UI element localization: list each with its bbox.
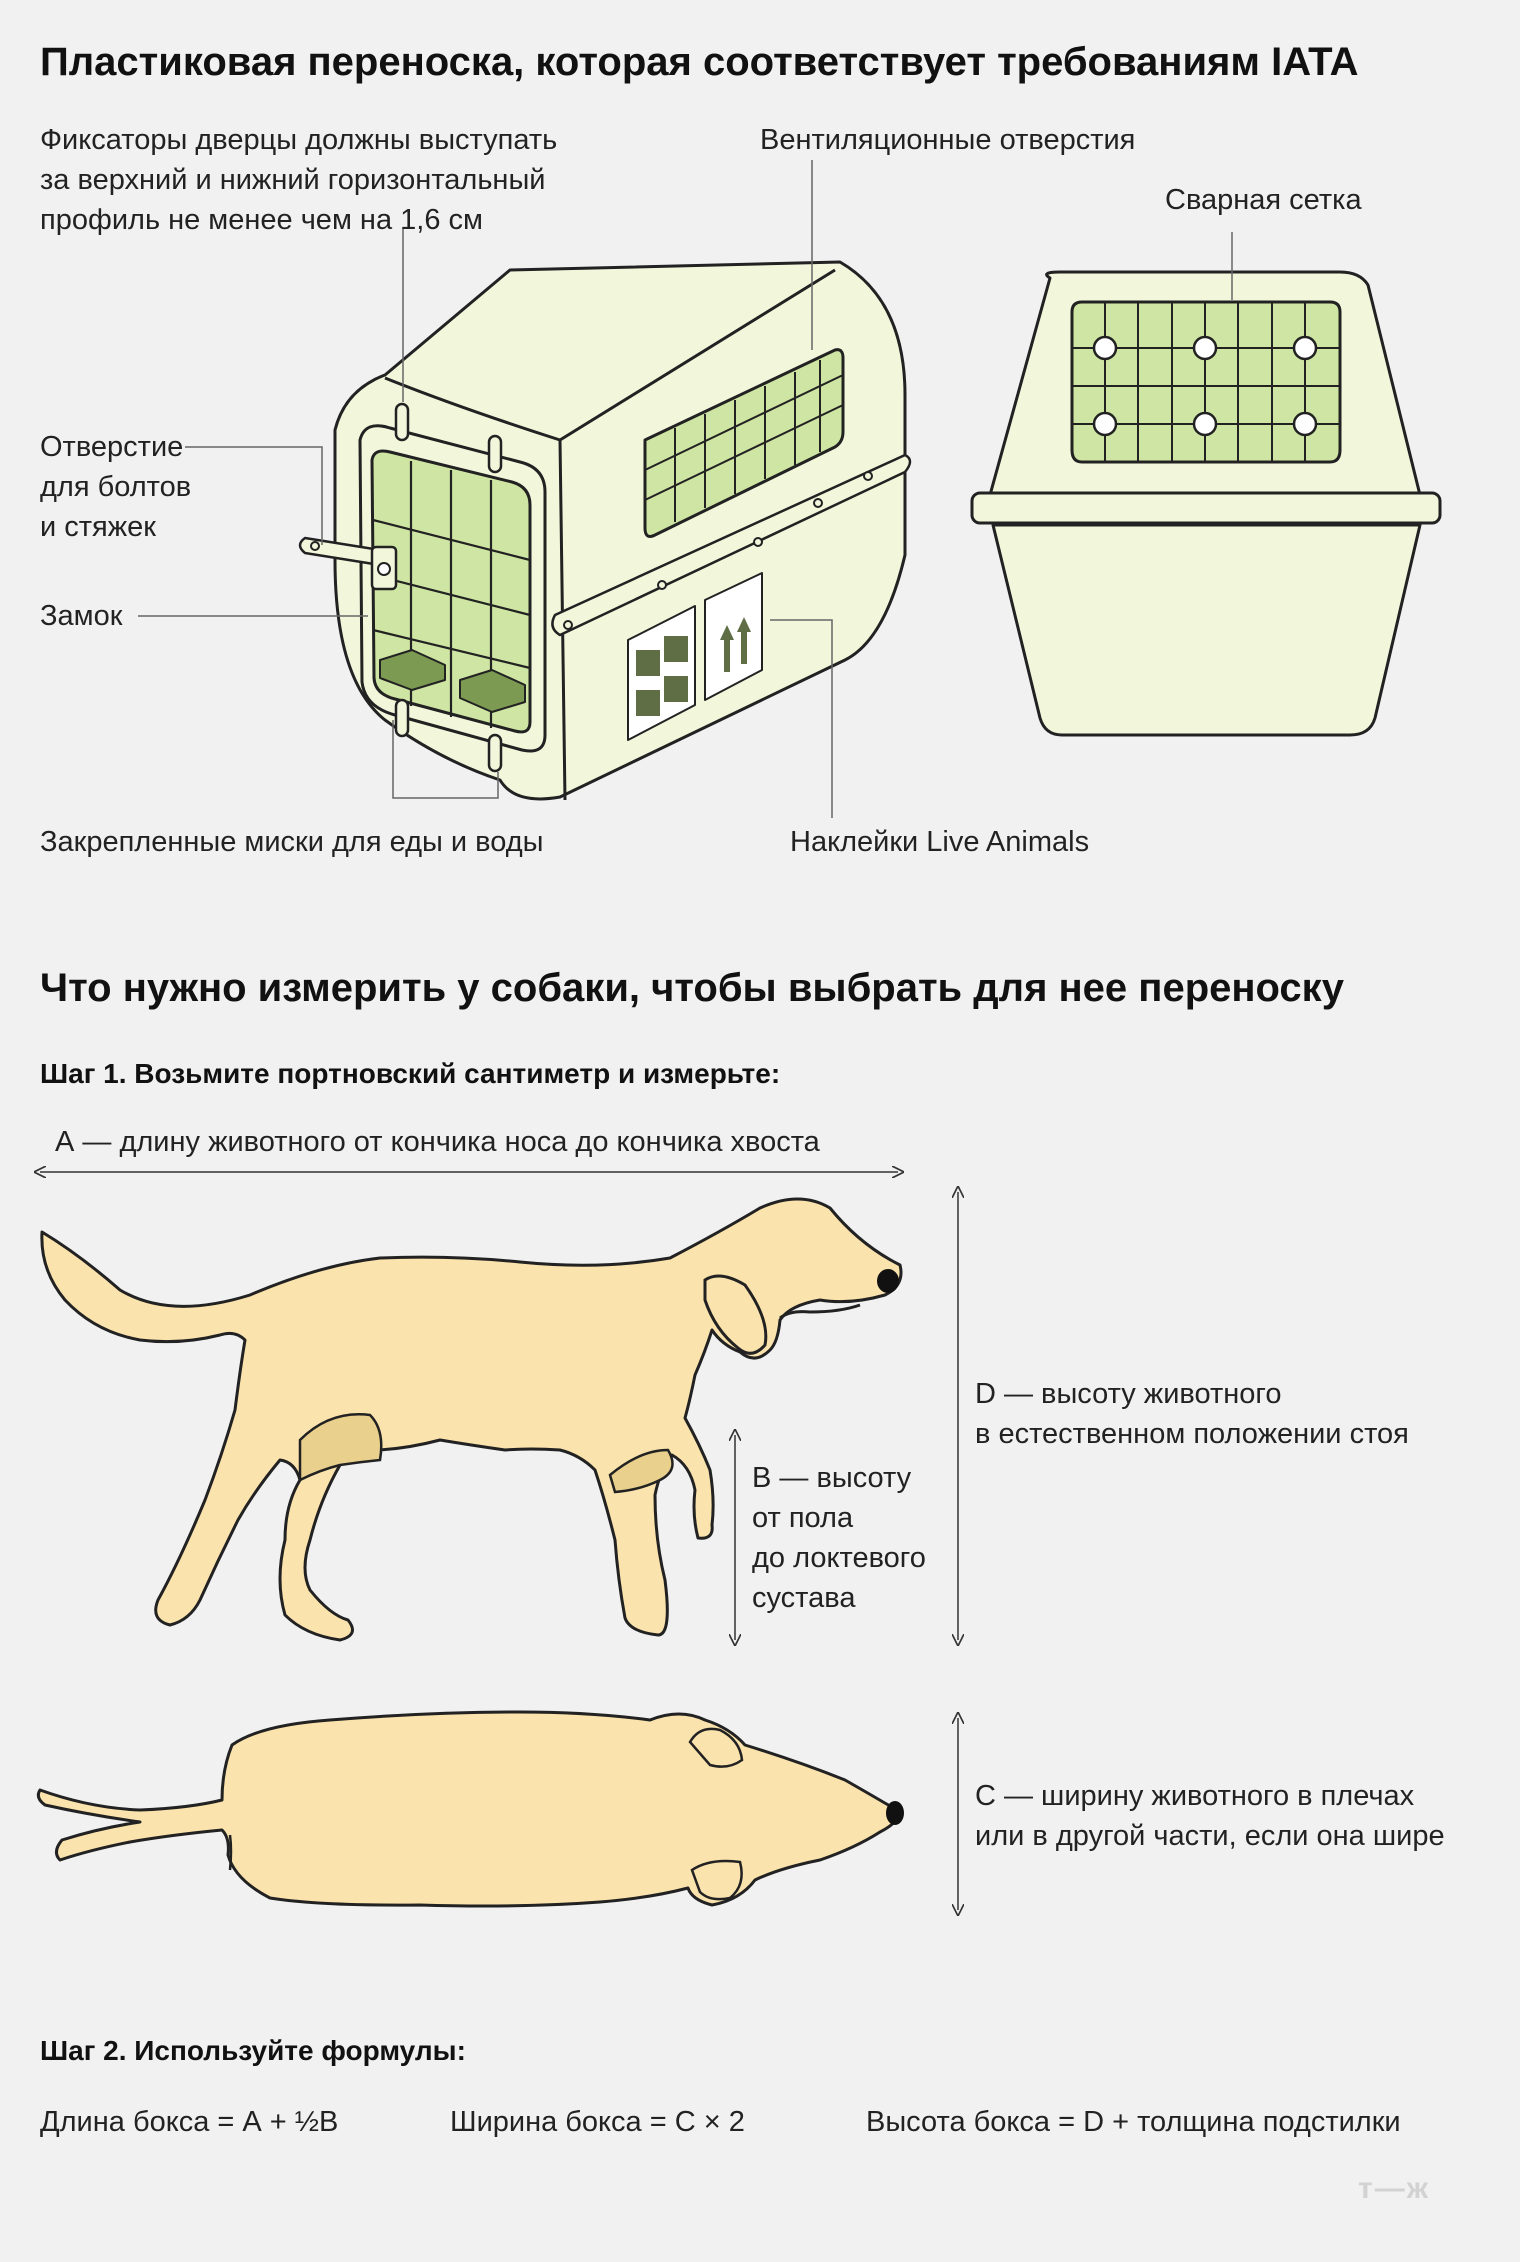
label-bowls: Закрепленные миски для еды и воды (40, 826, 544, 858)
label-vents: Вентиляционные отверстия (760, 124, 1136, 156)
section1-title: Пластиковая переноска, которая соответствует требованиям IATA (40, 40, 1359, 84)
section2-title: Что нужно измерить у собаки, чтобы выбрать для нее переноску (40, 966, 1344, 1010)
label-lock: Замок (40, 600, 123, 632)
dog-nose (877, 1269, 899, 1293)
measure-d-label: D — высоту животного в естественном положении стоя (975, 1378, 1409, 1450)
dog-top-view (38, 1712, 904, 1906)
label-welded-mesh: Сварная сетка (1165, 184, 1362, 216)
brand-logo: т—ж (1358, 2172, 1430, 2205)
step2-heading: Шаг 2. Используйте формулы: (40, 2035, 466, 2066)
formula-height: Высота бокса = D + толщина подстилки (866, 2106, 1401, 2138)
dog-nose (886, 1801, 904, 1825)
measure-c-label: С — ширину животного в плечах или в другой части, если она шире (975, 1780, 1445, 1852)
label-bolt-holes: Отверстие для болтов и стяжек (40, 431, 192, 543)
measure-a-label: А — длину животного от кончика носа до кончика хвоста (55, 1126, 820, 1158)
formula-width: Ширина бокса = С × 2 (450, 2106, 745, 2138)
step1-heading: Шаг 1. Возьмите портновский сантиметр и измерьте: (40, 1058, 781, 1089)
carrier-side-view (300, 262, 910, 800)
carrier-rim (972, 493, 1440, 523)
measure-b-label: В — высоту от пола до локтевого сустава (752, 1462, 926, 1614)
dog-body-top (38, 1712, 900, 1906)
carrier-front-view (972, 272, 1440, 735)
label-door-latches: Фиксаторы дверцы должны выступать за верхний и нижний горизонтальный профиль не менее чем на 1,6 см (40, 124, 558, 236)
formula-length: Длина бокса = А + ½В (40, 2106, 339, 2138)
label-stickers: Наклейки Live Animals (790, 826, 1090, 858)
